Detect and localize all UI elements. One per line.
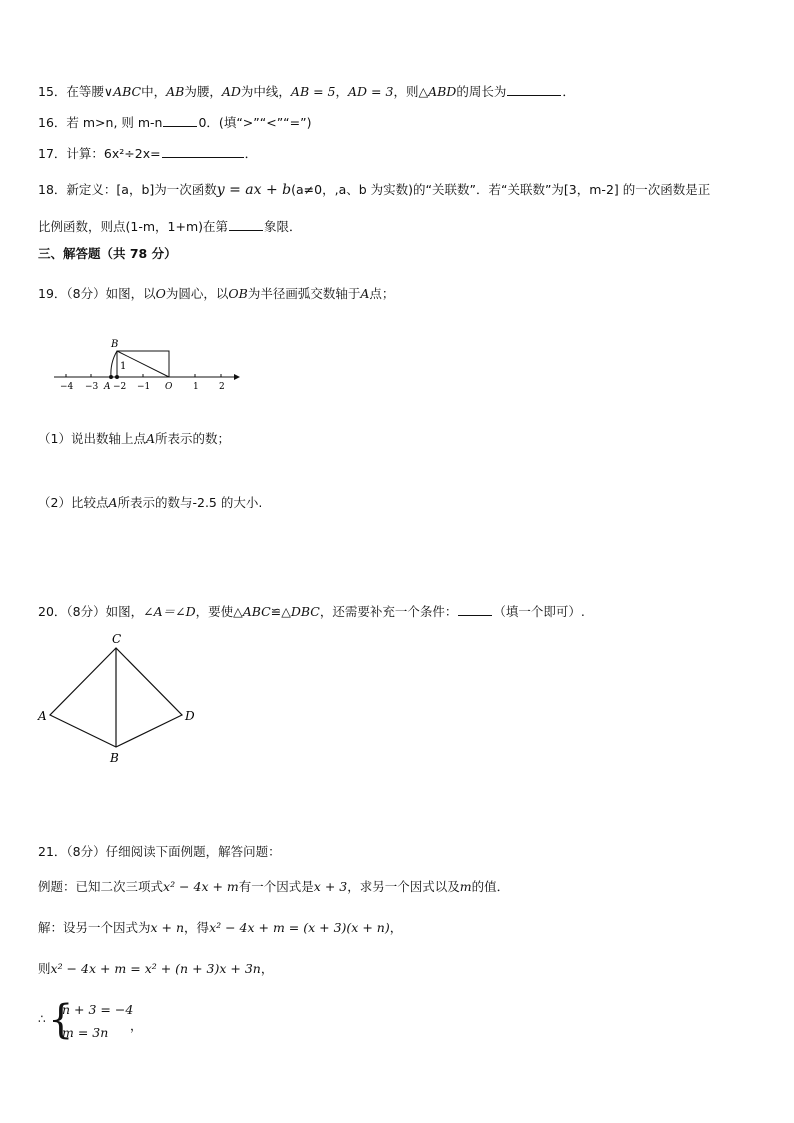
label-one: 1 <box>120 361 127 372</box>
axis-arrow <box>234 374 240 380</box>
question-19-part-1: （1）说出数轴上点A所表示的数； <box>38 431 231 446</box>
point-a <box>109 375 113 379</box>
question-20: 20．（8分）如图，∠A＝∠D，要使△ABC≌△DBC，还需要补充一个条件： （填一个即可）. <box>38 604 585 619</box>
section-3-heading: 三、解答题（共 78 分） <box>38 246 177 261</box>
quadrilateral-figure <box>32 628 212 768</box>
question-19: 19．（8分）如图，以O为圆心，以OB为半径画弧交数轴于A点； <box>38 286 395 301</box>
q21-solution-step-1: 解：设另一个因式为x + n，得x² − 4x + m = (x + 3)(x + n)， <box>38 920 403 935</box>
brace-symbol: { <box>48 997 74 1043</box>
point-neg2 <box>115 375 119 379</box>
tick-label: −2 <box>113 382 127 392</box>
therefore-symbol: ∴ <box>38 1012 46 1026</box>
question-19-part-2: （2）比较点A所表示的数与-2.5 的大小. <box>38 495 263 510</box>
tick-label: −1 <box>137 382 151 392</box>
answer-blank[interactable] <box>163 114 197 127</box>
question-18-line-2: 比例函数，则点(1-m，1+m)在第 象限． <box>38 219 302 234</box>
question-21-title: 21．（8分）仔细阅读下面例题，解答问题： <box>38 844 281 859</box>
tick-label: −4 <box>60 382 74 392</box>
q21-solution-step-2: 则x² − 4x + m = x² + (n + 3)x + 3n， <box>38 961 274 976</box>
system-equation-2: m = 3n <box>62 1025 109 1040</box>
answer-blank[interactable] <box>162 145 244 158</box>
question-17: 17．计算：6x²÷2x= ． <box>38 146 258 161</box>
q21-example: 例题：已知二次三项式x² − 4x + m有一个因式是x + 3，求另一个因式以及m的值． <box>38 879 510 894</box>
tick-label: 2 <box>219 382 225 392</box>
q21-equation-system: ∴ { n + 3 = −4 m = 3n ， <box>38 997 143 1043</box>
label-a: A <box>104 382 111 392</box>
label-a: A <box>38 709 47 723</box>
label-b: B <box>111 339 119 350</box>
system-equation-1: n + 3 = −4 <box>62 1002 134 1017</box>
label-c: C <box>112 632 122 646</box>
label-d: D <box>185 709 195 723</box>
question-18-line-1: 18．新定义：[a，b]为一次函数y = ax + b(a≠0，,a、b 为实数)的“关联数”．若“关联数”为[3，m-2] 的一次函数是正 <box>38 182 711 198</box>
answer-blank[interactable] <box>507 83 561 96</box>
question-15: 15．在等腰∨ABC中，AB为腰，AD为中线，AB = 5，AD = 3，则△ABD的周长为 ． <box>38 84 575 99</box>
tick-label: −3 <box>85 382 99 392</box>
answer-blank[interactable] <box>229 218 263 231</box>
answer-blank[interactable] <box>458 603 492 616</box>
label-b: B <box>110 751 119 765</box>
q15-number: 15． <box>38 84 67 99</box>
number-line-figure <box>48 335 248 395</box>
question-16: 16．若 m>n, 则 m-n 0．(填“>”“<”“=”) <box>38 115 312 130</box>
tick-label: 1 <box>193 382 199 392</box>
tick-label: O <box>165 382 173 392</box>
arc <box>111 351 117 377</box>
